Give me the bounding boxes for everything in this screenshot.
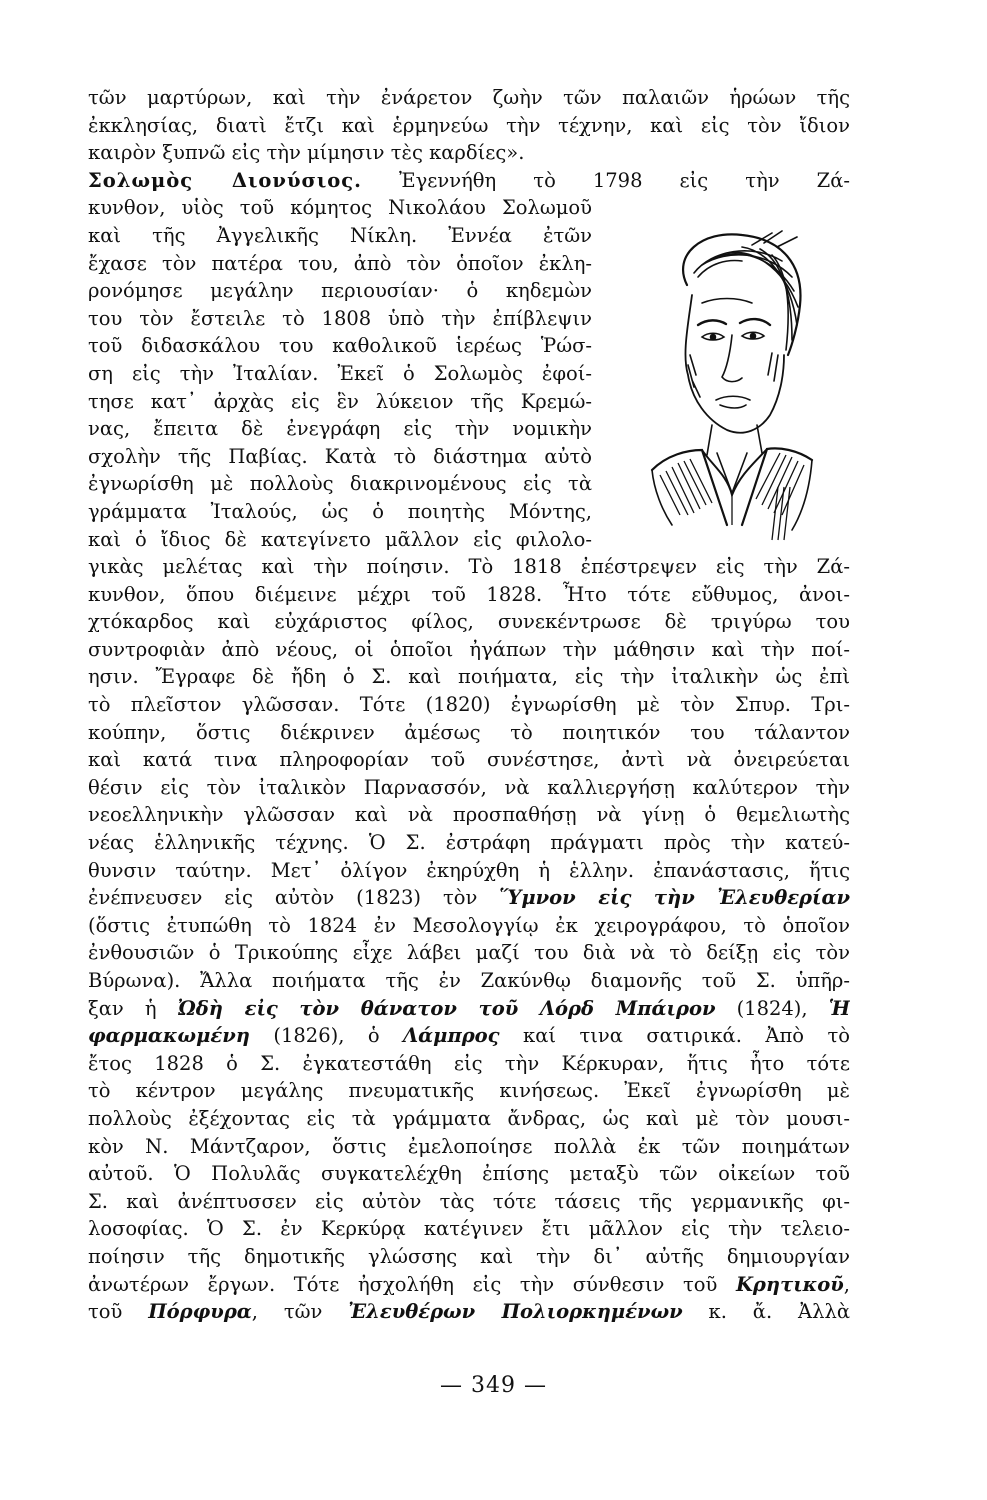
text-line: λοσοφίας. Ὁ Σ. ἐν Κερκύρᾳ κατέγινεν ἔτι μᾶλλον εἰς τὴν τελειο-	[88, 1217, 850, 1241]
text-line	[88, 1271, 850, 1299]
work-title: φαρμακωμένη	[88, 1024, 250, 1048]
text-line: καὶ κατά τινα πληροφορίαν τοῦ συνέστησε, ἀντὶ νὰ ὀνειρεύεται	[88, 748, 850, 772]
text-line: ση εἰς τὴν Ἰταλίαν. Ἐκεῖ ὁ Σολωμὸς ἐφοί-	[88, 361, 592, 385]
page-number: — 349 —	[440, 1373, 547, 1398]
text-line: ἔχασε τὸν πατέρα του, ἀπὸ τὸν ὁποῖον ἐκλη-	[88, 251, 592, 275]
text-line: τὸ πλεῖστον γλῶσσαν. Τότε (1820) ἐγνωρίσθη μὲ τὸν Σπυρ. Τρι-	[88, 693, 850, 717]
text-segment: , τῶν	[251, 1300, 349, 1324]
text-line: νεοελληνικὴν γλῶσσαν καὶ νὰ προσπαθήσῃ νὰ γίνῃ ὁ θεμελιωτὴς	[88, 803, 850, 827]
text-line: κυνθον, υἱὸς τοῦ κόμητος Νικολάου Σολωμοῦ	[88, 196, 592, 220]
portrait-engraving-icon	[632, 225, 822, 545]
heading-line	[88, 167, 850, 195]
text-line: νας, ἔπειτα δὲ ἐνεγράφη εἰς τὴν νομικὴν	[88, 417, 592, 441]
text-line: τῶν μαρτύρων, καὶ τὴν ἐνάρετον ζωὴν τῶν παλαιῶν ἡρώων τῆς	[88, 86, 850, 109]
text-line: ησιν. Ἔγραφε δὲ ἤδη ὁ Σ. καὶ ποιήματα, εἰς τὴν ἰταλικὴν ὡς ἐπὶ	[88, 665, 850, 689]
text-line: ποίησιν τῆς δημοτικῆς γλώσσης καὶ τὴν δι᾽ αὐτῆς δημιουργίαν	[88, 1244, 850, 1268]
text-line: καὶ τῆς Ἀγγελικῆς Νίκλη. Ἐννέα ἐτῶν	[88, 223, 592, 247]
work-title: Ὠδὴ εἰς τὸν θάνατον τοῦ Λόρδ Μπάιρον	[177, 996, 716, 1020]
text-line	[88, 1022, 850, 1050]
work-title: Λάμπρος	[403, 1024, 500, 1048]
text-line: θυνσιν ταύτην. Μετ᾽ ὀλίγον ἐκηρύχθη ἡ ἑλλην. ἐπανάστασις, ἥτις	[88, 858, 850, 882]
text-segment: κ. ἄ. Ἀλλὰ	[682, 1300, 850, 1324]
text-segment: τοῦ	[88, 1300, 149, 1324]
text-line: πολλοὺς ἐξέχοντας εἰς τὰ γράμματα ἄνδρας, ὡς καὶ μὲ τὸν μουσι-	[88, 1106, 850, 1130]
work-title: Κρητικοῦ	[735, 1272, 844, 1296]
text-line: ἐγνωρίσθη μὲ πολλοὺς διακρινομένους εἰς τὰ	[88, 472, 592, 496]
text-segment: ἀνωτέρων ἔργων. Τότε ἠσχολήθη εἰς τὴν σύνθεσιν τοῦ	[88, 1272, 718, 1296]
text-line: γράμματα Ἰταλούς, ὡς ὁ ποιητὴς Μόντης,	[88, 499, 592, 523]
text-line: ἐκκλησίας, διατὶ ἔτζι καὶ ἑρμηνεύω τὴν τέχνην, καὶ εἰς τὸν ἴδιον	[88, 113, 850, 137]
text-line: ἔτος 1828 ὁ Σ. ἐγκατεστάθη εἰς τὴν Κέρκυραν, ἥτις ἦτο τότε	[88, 1051, 850, 1075]
text-line: συντροφιὰν ἀπὸ νέους, οἱ ὁποῖοι ἠγάπων τὴν μάθησιν καὶ τὴν ποί-	[88, 637, 850, 661]
text-line: σχολὴν τῆς Παβίας. Κατὰ τὸ διάστημα αὐτὸ	[88, 444, 592, 468]
text-line: νέας ἑλληνικῆς τέχνης. Ὁ Σ. ἐστράφη πράγματι πρὸς τὴν κατεύ-	[88, 831, 850, 855]
text-line: τησε κατ᾽ ἀρχὰς εἰς ἓν λύκειον τῆς Κρεμώ-	[88, 389, 592, 413]
text-line: θέσιν εἰς τὸν ἰταλικὸν Παρνασσόν, νὰ καλλιεργήσῃ καλύτερον τὴν	[88, 775, 850, 799]
text-segment: ἐνέπνευσεν εἰς αὐτὸν (1823) τὸν	[88, 886, 500, 910]
text-line: κὸν Ν. Μάντζαρον, ὅστις ἐμελοποίησε πολλὰ ἐκ τῶν ποιημάτων	[88, 1134, 850, 1158]
work-title: Ἐλευθέρων Πολιορκημένων	[348, 1300, 683, 1324]
text-line: τοῦ διδασκάλου του καθολικοῦ ἱερέως Ῥώσ-	[88, 334, 592, 358]
text-line: καιρὸν ξυπνῶ εἰς τὴν μίμησιν τὲς καρδίες».	[88, 141, 525, 165]
work-title: Ἡ	[828, 996, 850, 1020]
text-line: (ὅστις ἐτυπώθη τὸ 1824 ἐν Μεσολογγίῳ ἐκ χειρογράφου, τὸ ὁποῖον	[88, 913, 850, 937]
text-segment: (1826), ὁ	[249, 1024, 404, 1048]
text-segment: ξαν ἡ	[88, 996, 178, 1020]
work-title: Πόρφυρα	[148, 1300, 252, 1324]
text-line: του τὸν ἔστειλε τὸ 1808 ὑπὸ τὴν ἐπίβλεψιν	[88, 306, 592, 330]
text-line: αὐτοῦ. Ὁ Πολυλᾶς συγκατελέχθη ἐπίσης μεταξὺ τῶν οἰκείων τοῦ	[88, 1162, 850, 1186]
text-line: κούπην, ὅστις διέκρινεν ἀμέσως τὸ ποιητικόν του τάλαντον	[88, 720, 850, 744]
text-line	[88, 995, 850, 1023]
text-line	[88, 884, 850, 912]
text-line	[88, 1298, 850, 1326]
text-line: ἐνθουσιῶν ὁ Τρικούπης εἶχε λάβει μαζί του διὰ νὰ τὸ δείξῃ εἰς τὸν	[88, 941, 850, 965]
text-line: καὶ ὁ ἴδιος δὲ κατεγίνετο μᾶλλον εἰς φιλολο-	[88, 527, 592, 551]
text-line: ρονόμησε μεγάλην περιουσίαν· ὁ κηδεμὼν	[88, 279, 592, 303]
work-title: Ὕμνον εἰς τὴν Ἐλευθερίαν	[499, 886, 850, 910]
entry-heading: Σολωμὸς Διονύσιος.	[88, 168, 362, 192]
text-line: Βύρωνα). Ἄλλα ποιήματα τῆς ἐν Ζακύνθῳ διαμονῆς τοῦ Σ. ὑπῆρ-	[88, 969, 850, 992]
text-line: τὸ κέντρον μεγάλης πνευματικῆς κινήσεως. Ἐκεῖ ἐγνωρίσθη μὲ	[88, 1079, 850, 1103]
text-line: γικὰς μελέτας καὶ τὴν ποίησιν. Τὸ 1818 ἐπέστρεψεν εἰς τὴν Ζά-	[88, 555, 850, 579]
text-line: κυνθον, ὅπου διέμεινε μέχρι τοῦ 1828. Ἦτο τότε εὔθυμος, ἀνοι-	[88, 582, 850, 606]
text-segment: (1824),	[715, 996, 829, 1020]
text-line: χτόκαρδος καὶ εὐχάριστος φίλος, συνεκέντρωσε δὲ τριγύρω του	[88, 610, 850, 634]
text-segment: καί τινα σατιρικά. Ἀπὸ τὸ	[499, 1024, 850, 1048]
text-segment: ,	[843, 1272, 850, 1296]
text-segment: Ἐγεννήθη τὸ 1798 εἰς τὴν Ζά-	[361, 168, 850, 192]
text-line: Σ. καὶ ἀνέπτυσσεν εἰς αὐτὸν τὰς τότε τάσεις τῆς γερμανικῆς φι-	[88, 1189, 850, 1213]
